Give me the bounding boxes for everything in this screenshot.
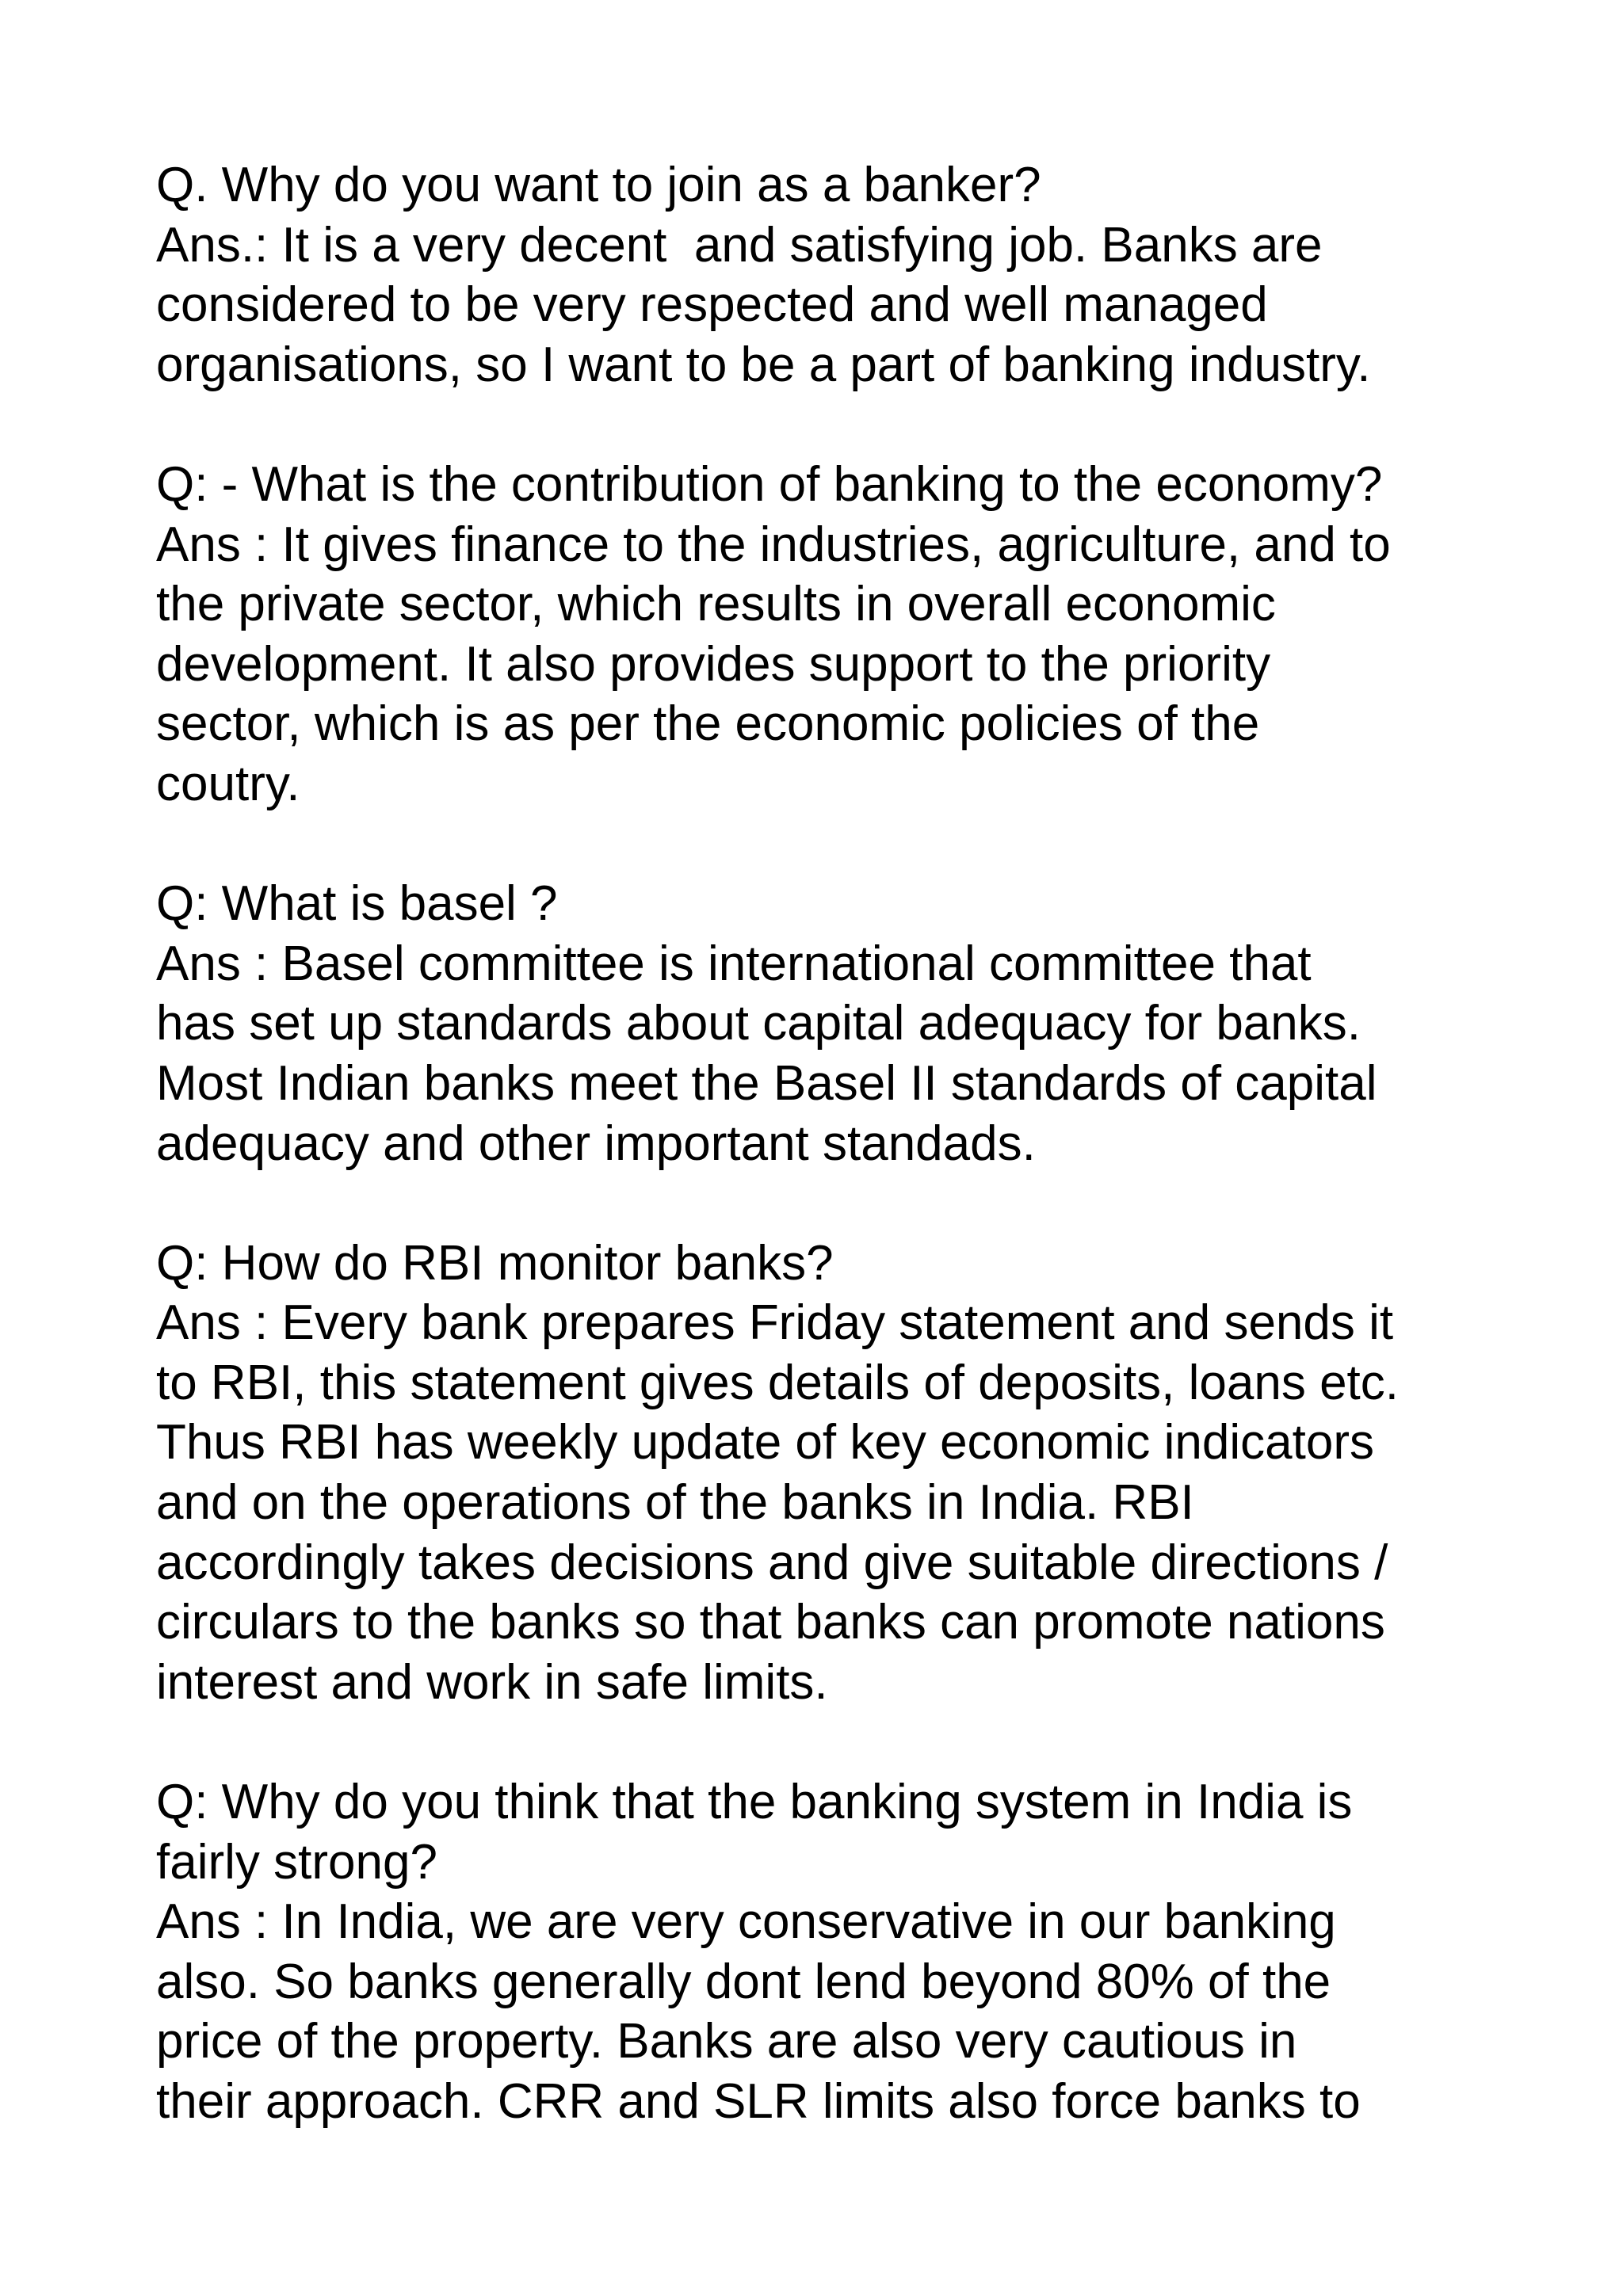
answer-text: sector, which is as per the economic policies of the (156, 696, 1260, 752)
question-text: Q: What is basel ? (156, 876, 558, 932)
answer-text: adequacy and other important standads. (156, 1116, 1036, 1171)
qa-block-basel (156, 874, 1519, 1173)
question-text: Q: Why do you think that the banking system in India is (156, 1775, 1353, 1830)
answer-text: development. It also provides support to the priority (156, 636, 1271, 692)
qa-block-banking-strength (156, 1772, 1519, 2132)
question-text: Q: - What is the contribution of banking to the economy? (156, 456, 1383, 512)
answer-text: Thus RBI has weekly update of key economic indicators (156, 1415, 1374, 1470)
answer-text: Ans : Basel committee is international committee that (156, 936, 1312, 991)
answer-text: price of the property. Banks are also very cautious in (156, 2014, 1297, 2069)
answer-text: and on the operations of the banks in India. RBI (156, 1475, 1194, 1531)
qa-block-rbi-monitor (156, 1234, 1519, 1713)
answer-text: circulars to the banks so that banks can promote nations (156, 1595, 1385, 1650)
answer-text: their approach. CRR and SLR limits also force banks to (156, 2074, 1361, 2129)
answer-text: coutry. (156, 756, 300, 811)
answer-text: Most Indian banks meet the Basel II standards of capital (156, 1055, 1377, 1111)
answer-text: Ans.: It is a very decent and satisfying job. Banks are (156, 217, 1323, 273)
question-text: fairly strong? (156, 1834, 437, 1890)
document-body (156, 155, 1519, 2132)
answer-text: Ans : In India, we are very conservative in our banking (156, 1894, 1336, 1950)
answer-text: to RBI, this statement gives details of deposits, loans etc. (156, 1355, 1400, 1410)
answer-text: interest and work in safe limits. (156, 1654, 828, 1710)
question-text: Q. Why do you want to join as a banker? (156, 158, 1041, 212)
answer-text: also. So banks generally dont lend beyond 80% of the (156, 1954, 1331, 2009)
answer-text: Ans : It gives finance to the industries, agriculture, and to (156, 517, 1391, 572)
qa-block-join-banker (156, 155, 1519, 395)
answer-text: Ans : Every bank prepares Friday statement and sends it (156, 1295, 1394, 1351)
qa-block-banking-contribution (156, 455, 1519, 814)
answer-text: the private sector, which results in overall economic (156, 577, 1276, 632)
question-text: Q: How do RBI monitor banks? (156, 1235, 834, 1291)
answer-text: organisations, so I want to be a part of banking industry. (156, 337, 1371, 392)
answer-text: has set up standards about capital adequacy for banks. (156, 996, 1361, 1051)
answer-text: considered to be very respected and well managed (156, 277, 1268, 333)
answer-text: accordingly takes decisions and give suitable directions / (156, 1535, 1388, 1590)
